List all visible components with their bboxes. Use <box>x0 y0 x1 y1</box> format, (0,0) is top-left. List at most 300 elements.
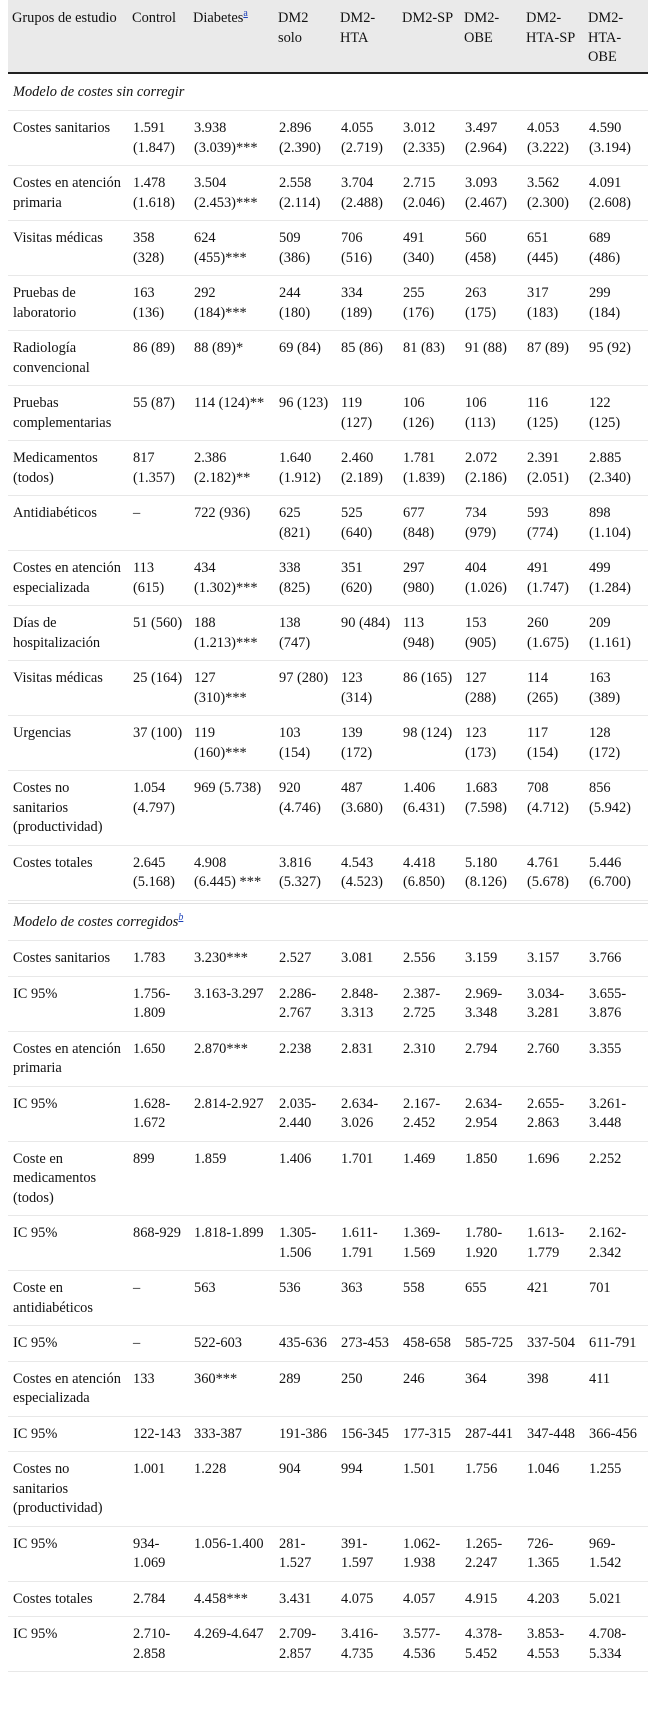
row-label: Pruebas complementarias <box>8 386 128 441</box>
table-row <box>8 716 648 771</box>
table-row <box>8 386 648 441</box>
table-cell: 708 (4.712) <box>522 771 584 846</box>
table-cell: 2.794 <box>460 1031 522 1086</box>
table-row <box>8 1526 648 1581</box>
table-cell: 391-1.597 <box>336 1526 398 1581</box>
section-title-text: Modelo de costes corregidos <box>13 913 179 930</box>
header-row <box>8 0 648 73</box>
column-header <box>398 0 460 73</box>
table-cell: 2.969-3.348 <box>460 976 522 1031</box>
table-cell: 250 <box>336 1361 398 1416</box>
table-cell: 191-386 <box>274 1416 336 1452</box>
row-label: Costes no sanitarios (productividad) <box>8 771 128 846</box>
table-cell: 338 (825) <box>274 551 336 606</box>
column-header-label: DM2-SP <box>402 10 454 26</box>
table-cell: 122 (125) <box>584 386 648 441</box>
table-row <box>8 331 648 386</box>
table-cell: 491 (340) <box>398 221 460 276</box>
table-cell: 97 (280) <box>274 661 336 716</box>
table-cell: 106 (126) <box>398 386 460 441</box>
table-cell: 1.850 <box>460 1141 522 1216</box>
table-cell: 317 (183) <box>522 276 584 331</box>
table-container <box>8 0 648 1714</box>
row-label: IC 95% <box>8 1617 128 1672</box>
table-cell: 91 (88) <box>460 331 522 386</box>
table-cell: 3.938 (3.039)*** <box>189 111 274 166</box>
table-cell: 994 <box>336 1452 398 1527</box>
section-heading-row <box>8 73 648 111</box>
table-cell: 1.818-1.899 <box>189 1216 274 1271</box>
table-cell: 114 (124)** <box>189 386 274 441</box>
table-cell: 2.645 (5.168) <box>128 845 189 900</box>
table-cell: 133 <box>128 1361 189 1416</box>
table-cell: 4.458*** <box>189 1581 274 1617</box>
table-cell: 2.556 <box>398 941 460 977</box>
table-cell: 651 (445) <box>522 221 584 276</box>
table-cell: 255 (176) <box>398 276 460 331</box>
table-cell: 969-1.542 <box>584 1526 648 1581</box>
table-cell: 2.238 <box>274 1031 336 1086</box>
table-cell: 2.386 (2.182)** <box>189 441 274 496</box>
table-row <box>8 845 648 900</box>
table-row <box>8 941 648 977</box>
table-cell: 5.021 <box>584 1581 648 1617</box>
table-cell: 398 <box>522 1361 584 1416</box>
table-cell: 96 (123) <box>274 386 336 441</box>
table-cell: – <box>128 496 189 551</box>
table-cell: 87 (89) <box>522 331 584 386</box>
table-cell: 4.908 (6.445) *** <box>189 845 274 900</box>
table-cell: 122-143 <box>128 1416 189 1452</box>
table-cell: 920 (4.746) <box>274 771 336 846</box>
table-row <box>8 1086 648 1141</box>
table-cell: 3.159 <box>460 941 522 977</box>
table-cell: 4.075 <box>336 1581 398 1617</box>
row-label: Costes en atención especializada <box>8 551 128 606</box>
table-cell: 421 <box>522 1271 584 1326</box>
table-cell: 360*** <box>189 1361 274 1416</box>
table-cell: 351 (620) <box>336 551 398 606</box>
table-row <box>8 771 648 846</box>
table-cell: 103 (154) <box>274 716 336 771</box>
table-cell: 106 (113) <box>460 386 522 441</box>
table-cell: 3.157 <box>522 941 584 977</box>
table-cell: 1.406 <box>274 1141 336 1216</box>
row-label: Días de hospitalización <box>8 606 128 661</box>
table-cell: 1.054 (4.797) <box>128 771 189 846</box>
table-cell: 358 (328) <box>128 221 189 276</box>
table-cell: 177-315 <box>398 1416 460 1452</box>
table-cell: 1.369-1.569 <box>398 1216 460 1271</box>
table-cell: 3.012 (2.335) <box>398 111 460 166</box>
table-cell: 4.543 (4.523) <box>336 845 398 900</box>
table-cell: 246 <box>398 1361 460 1416</box>
table-cell: 817 (1.357) <box>128 441 189 496</box>
table-cell: 95 (92) <box>584 331 648 386</box>
table-cell: 1.255 <box>584 1452 648 1527</box>
table-cell: 292 (184)*** <box>189 276 274 331</box>
table-cell: 509 (386) <box>274 221 336 276</box>
column-header-label: Control <box>132 10 176 26</box>
table-cell: 434 (1.302)*** <box>189 551 274 606</box>
table-cell: 123 (314) <box>336 661 398 716</box>
table-cell: 2.252 <box>584 1141 648 1216</box>
table-cell: 1.640 (1.912) <box>274 441 336 496</box>
table-cell: 458-658 <box>398 1326 460 1362</box>
table-cell: 113 (948) <box>398 606 460 661</box>
table-cell: 127 (310)*** <box>189 661 274 716</box>
table-cell: 2.558 (2.114) <box>274 166 336 221</box>
table-cell: 1.062-1.938 <box>398 1526 460 1581</box>
table-cell: 113 (615) <box>128 551 189 606</box>
table-cell: 263 (175) <box>460 276 522 331</box>
table-cell: 701 <box>584 1271 648 1326</box>
table-cell: 2.072 (2.186) <box>460 441 522 496</box>
table-cell: 3.816 (5.327) <box>274 845 336 900</box>
table-cell: 2.710-2.858 <box>128 1617 189 1672</box>
table-cell: 487 (3.680) <box>336 771 398 846</box>
table-cell: 1.056-1.400 <box>189 1526 274 1581</box>
table-cell: 522-603 <box>189 1326 274 1362</box>
table-cell: 677 (848) <box>398 496 460 551</box>
row-label: Costes totales <box>8 1581 128 1617</box>
table-row <box>8 1141 648 1216</box>
table-cell: 593 (774) <box>522 496 584 551</box>
table-cell: 2.460 (2.189) <box>336 441 398 496</box>
table-cell: 525 (640) <box>336 496 398 551</box>
table-cell: 1.756-1.809 <box>128 976 189 1031</box>
column-header-label: DM2-HTA <box>340 10 376 46</box>
table-cell: 287-441 <box>460 1416 522 1452</box>
table-cell: 2.162-2.342 <box>584 1216 648 1271</box>
table-cell: 585-725 <box>460 1326 522 1362</box>
column-header <box>584 0 648 73</box>
column-header <box>274 0 336 73</box>
table-cell: 3.431 <box>274 1581 336 1617</box>
table-cell: 3.081 <box>336 941 398 977</box>
table-cell: 563 <box>189 1271 274 1326</box>
table-cell: 1.406 (6.431) <box>398 771 460 846</box>
table-cell: 114 (265) <box>522 661 584 716</box>
row-label: Medicamentos (todos) <box>8 441 128 496</box>
table-cell: 4.418 (6.850) <box>398 845 460 900</box>
row-label: Costes totales <box>8 845 128 900</box>
table-cell: 1.591 (1.847) <box>128 111 189 166</box>
table-cell: 127 (288) <box>460 661 522 716</box>
table-cell: 4.269-4.647 <box>189 1617 274 1672</box>
row-label: Costes en atención especializada <box>8 1361 128 1416</box>
table-cell: 734 (979) <box>460 496 522 551</box>
table-cell: 119 (127) <box>336 386 398 441</box>
table-cell: 2.310 <box>398 1031 460 1086</box>
table-cell: 366-456 <box>584 1416 648 1452</box>
table-cell: 491 (1.747) <box>522 551 584 606</box>
column-header <box>128 0 189 73</box>
table-cell: 1.305-1.506 <box>274 1216 336 1271</box>
table-row <box>8 551 648 606</box>
table-cell: 2.814-2.927 <box>189 1086 274 1141</box>
table-row <box>8 1271 648 1326</box>
table-cell: 2.885 (2.340) <box>584 441 648 496</box>
table-row <box>8 496 648 551</box>
column-header <box>460 0 522 73</box>
column-header <box>189 0 274 73</box>
table-cell: 123 (173) <box>460 716 522 771</box>
table-cell: 4.053 (3.222) <box>522 111 584 166</box>
row-label: Pruebas de laboratorio <box>8 276 128 331</box>
table-cell: 4.761 (5.678) <box>522 845 584 900</box>
table-cell: 4.708-5.334 <box>584 1617 648 1672</box>
table-cell: 1.469 <box>398 1141 460 1216</box>
row-label: IC 95% <box>8 1086 128 1141</box>
table-cell: 3.093 (2.467) <box>460 166 522 221</box>
table-cell: 88 (89)* <box>189 331 274 386</box>
table-cell: 2.167-2.452 <box>398 1086 460 1141</box>
table-cell: 25 (164) <box>128 661 189 716</box>
section-title <box>8 903 648 941</box>
table-row <box>8 1326 648 1362</box>
table-cell: 3.704 (2.488) <box>336 166 398 221</box>
table-cell: 1.780-1.920 <box>460 1216 522 1271</box>
table-cell: 139 (172) <box>336 716 398 771</box>
table-cell: 2.784 <box>128 1581 189 1617</box>
row-label: Visitas médicas <box>8 661 128 716</box>
table-cell: 188 (1.213)*** <box>189 606 274 661</box>
table-cell: 2.709-2.857 <box>274 1617 336 1672</box>
table-cell: 3.766 <box>584 941 648 977</box>
table-cell: 363 <box>336 1271 398 1326</box>
table-cell: 138 (747) <box>274 606 336 661</box>
table-cell: 364 <box>460 1361 522 1416</box>
table-cell: 3.562 (2.300) <box>522 166 584 221</box>
table-cell: 1.701 <box>336 1141 398 1216</box>
table-cell: 347-448 <box>522 1416 584 1452</box>
row-label: IC 95% <box>8 1416 128 1452</box>
table-cell: 86 (89) <box>128 331 189 386</box>
table-cell: 85 (86) <box>336 331 398 386</box>
table-cell: 3.577-4.536 <box>398 1617 460 1672</box>
table-cell: 90 (484) <box>336 606 398 661</box>
column-header <box>522 0 584 73</box>
table-cell: 3.355 <box>584 1031 648 1086</box>
column-header-label: Grupos de estudio <box>12 10 117 26</box>
table-cell: 3.163-3.297 <box>189 976 274 1031</box>
table-row <box>8 1452 648 1527</box>
table-cell: 1.228 <box>189 1452 274 1527</box>
table-cell: 3.853-4.553 <box>522 1617 584 1672</box>
table-cell: 4.057 <box>398 1581 460 1617</box>
table-cell: 726-1.365 <box>522 1526 584 1581</box>
table-cell: 163 (389) <box>584 661 648 716</box>
table-cell: 209 (1.161) <box>584 606 648 661</box>
section-title <box>8 73 648 111</box>
table-cell: 899 <box>128 1141 189 1216</box>
table-cell: 5.446 (6.700) <box>584 845 648 900</box>
table-cell: 3.230*** <box>189 941 274 977</box>
row-label: IC 95% <box>8 1526 128 1581</box>
table-cell: 1.001 <box>128 1452 189 1527</box>
table-cell: 5.180 (8.126) <box>460 845 522 900</box>
table-cell: 4.203 <box>522 1581 584 1617</box>
table-cell: 1.783 <box>128 941 189 977</box>
table-cell: 116 (125) <box>522 386 584 441</box>
row-label: Radiología convencional <box>8 331 128 386</box>
table-row <box>8 1361 648 1416</box>
table-cell: 69 (84) <box>274 331 336 386</box>
row-label: Coste en antidiabéticos <box>8 1271 128 1326</box>
table-cell: 81 (83) <box>398 331 460 386</box>
table-cell: 856 (5.942) <box>584 771 648 846</box>
table-cell: 2.035-2.440 <box>274 1086 336 1141</box>
table-cell: 1.613-1.779 <box>522 1216 584 1271</box>
table-cell: 281-1.527 <box>274 1526 336 1581</box>
row-label: Costes sanitarios <box>8 111 128 166</box>
table-cell: 722 (936) <box>189 496 274 551</box>
table-cell: 299 (184) <box>584 276 648 331</box>
row-label: Antidiabéticos <box>8 496 128 551</box>
table-cell: 119 (160)*** <box>189 716 274 771</box>
table-cell: 1.696 <box>522 1141 584 1216</box>
table-cell: 2.831 <box>336 1031 398 1086</box>
row-label: IC 95% <box>8 1216 128 1271</box>
table-cell: 51 (560) <box>128 606 189 661</box>
footnote-link[interactable]: b <box>178 911 184 923</box>
row-label: IC 95% <box>8 1326 128 1362</box>
table-cell: 153 (905) <box>460 606 522 661</box>
table-cell: 156-345 <box>336 1416 398 1452</box>
table-cell: 3.034-3.281 <box>522 976 584 1031</box>
column-header <box>336 0 398 73</box>
row-label: Urgencias <box>8 716 128 771</box>
table-header <box>8 0 648 73</box>
table-cell: 435-636 <box>274 1326 336 1362</box>
table-row <box>8 1617 648 1672</box>
table-row <box>8 1031 648 1086</box>
table-cell: 86 (165) <box>398 661 460 716</box>
table-cell: 3.497 (2.964) <box>460 111 522 166</box>
table-cell: 337-504 <box>522 1326 584 1362</box>
table-row <box>8 606 648 661</box>
table-cell: 289 <box>274 1361 336 1416</box>
table-cell: 297 (980) <box>398 551 460 606</box>
table-cell: – <box>128 1326 189 1362</box>
table-cell: 3.655-3.876 <box>584 976 648 1031</box>
table-cell: 1.781 (1.839) <box>398 441 460 496</box>
table-cell: 4.590 (3.194) <box>584 111 648 166</box>
table-cell: 2.634-3.026 <box>336 1086 398 1141</box>
table-cell: 2.848-3.313 <box>336 976 398 1031</box>
footnote-link[interactable]: a <box>243 8 248 20</box>
table-cell: 2.760 <box>522 1031 584 1086</box>
table-cell: 625 (821) <box>274 496 336 551</box>
table-row <box>8 221 648 276</box>
table-cell: 2.527 <box>274 941 336 977</box>
table-row <box>8 441 648 496</box>
table-cell: 3.416-4.735 <box>336 1617 398 1672</box>
table-cell: 2.655-2.863 <box>522 1086 584 1141</box>
table-cell: 499 (1.284) <box>584 551 648 606</box>
row-label: IC 95% <box>8 976 128 1031</box>
table-cell: 411 <box>584 1361 648 1416</box>
table-cell: 404 (1.026) <box>460 551 522 606</box>
section-heading-row <box>8 903 648 941</box>
table-cell: 1.265-2.247 <box>460 1526 522 1581</box>
column-header <box>8 0 128 73</box>
table-body <box>8 73 648 1672</box>
table-cell: 2.870*** <box>189 1031 274 1086</box>
table-cell: 1.859 <box>189 1141 274 1216</box>
table-cell: 1.756 <box>460 1452 522 1527</box>
section-title-text: Modelo de costes sin corregir <box>13 83 185 100</box>
table-cell: 1.683 (7.598) <box>460 771 522 846</box>
row-label: Costes sanitarios <box>8 941 128 977</box>
table-cell: 2.896 (2.390) <box>274 111 336 166</box>
table-cell: 1.611-1.791 <box>336 1216 398 1271</box>
table-row <box>8 111 648 166</box>
table-cell: 898 (1.104) <box>584 496 648 551</box>
table-cell: 4.055 (2.719) <box>336 111 398 166</box>
table-cell: 1.478 (1.618) <box>128 166 189 221</box>
costs-table <box>8 0 648 1672</box>
row-label: Costes no sanitarios (productividad) <box>8 1452 128 1527</box>
table-cell: 560 (458) <box>460 221 522 276</box>
table-cell: 98 (124) <box>398 716 460 771</box>
table-cell: 689 (486) <box>584 221 648 276</box>
column-header-label: DM2-OBE <box>464 10 500 46</box>
table-row <box>8 1581 648 1617</box>
table-cell: 244 (180) <box>274 276 336 331</box>
table-row <box>8 1416 648 1452</box>
column-header-label: DM2 solo <box>278 10 309 46</box>
table-cell: 934-1.069 <box>128 1526 189 1581</box>
table-cell: 706 (516) <box>336 221 398 276</box>
table-cell: 333-387 <box>189 1416 274 1452</box>
table-cell: 3.504 (2.453)*** <box>189 166 274 221</box>
row-label: Coste en medicamentos (todos) <box>8 1141 128 1216</box>
table-cell: 2.634-2.954 <box>460 1086 522 1141</box>
column-header-label: DM2-HTA-SP <box>526 10 576 46</box>
table-cell: – <box>128 1271 189 1326</box>
table-cell: 334 (189) <box>336 276 398 331</box>
table-cell: 4.378-5.452 <box>460 1617 522 1672</box>
table-cell: 868-929 <box>128 1216 189 1271</box>
table-cell: 1.046 <box>522 1452 584 1527</box>
table-cell: 558 <box>398 1271 460 1326</box>
table-cell: 1.501 <box>398 1452 460 1527</box>
table-cell: 55 (87) <box>128 386 189 441</box>
table-cell: 37 (100) <box>128 716 189 771</box>
table-cell: 4.915 <box>460 1581 522 1617</box>
table-cell: 260 (1.675) <box>522 606 584 661</box>
table-cell: 1.628-1.672 <box>128 1086 189 1141</box>
table-cell: 117 (154) <box>522 716 584 771</box>
column-header-label: Diabetes <box>193 10 244 26</box>
row-label: Costes en atención primaria <box>8 1031 128 1086</box>
row-label: Costes en atención primaria <box>8 166 128 221</box>
table-cell: 904 <box>274 1452 336 1527</box>
table-cell: 624 (455)*** <box>189 221 274 276</box>
table-cell: 536 <box>274 1271 336 1326</box>
table-cell: 969 (5.738) <box>189 771 274 846</box>
table-cell: 273-453 <box>336 1326 398 1362</box>
table-cell: 2.715 (2.046) <box>398 166 460 221</box>
table-cell: 128 (172) <box>584 716 648 771</box>
table-cell: 2.387-2.725 <box>398 976 460 1031</box>
table-cell: 163 (136) <box>128 276 189 331</box>
table-cell: 4.091 (2.608) <box>584 166 648 221</box>
row-label: Visitas médicas <box>8 221 128 276</box>
table-cell: 3.261-3.448 <box>584 1086 648 1141</box>
